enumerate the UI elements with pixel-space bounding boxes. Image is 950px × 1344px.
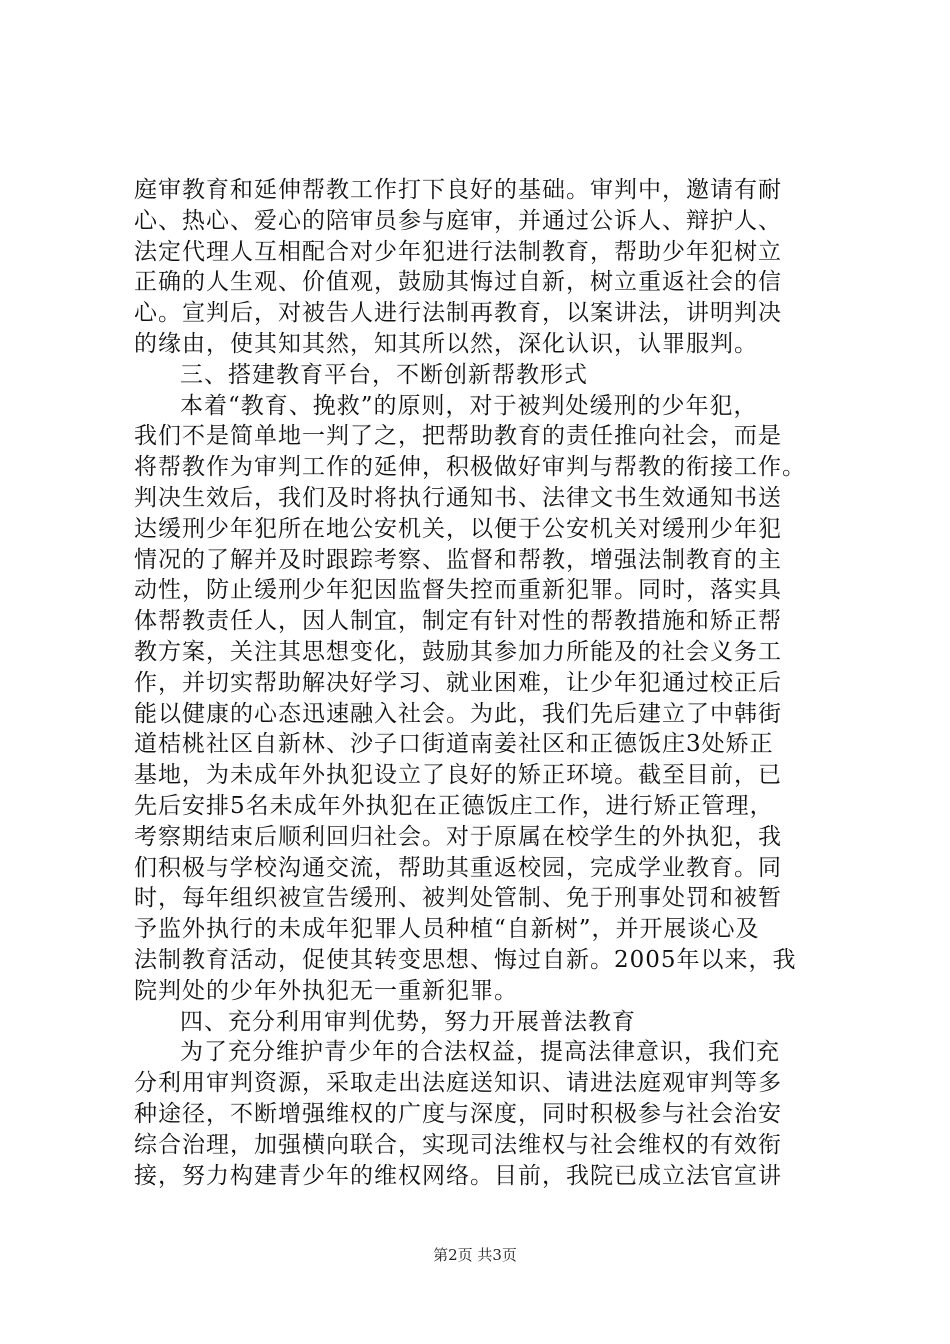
text-line: 考察期结束后顺利回归社会。对于原属在校学生的外执犯，我	[134, 823, 782, 850]
text-line: 庭审教育和延伸帮教工作打下良好的基础。审判中，邀请有耐	[134, 177, 782, 203]
text-line: 接，努力构建青少年的维权网络。目前，我院已成立法官宣讲	[134, 1162, 782, 1189]
body-text	[134, 175, 834, 1191]
text-line: 时，每年组织被宣告缓刑、被判处管制、免于刑事处罚和被暂	[134, 885, 782, 912]
text-line: 本着“教育、挽救”的原则，对于被判处缓刑的少年犯，	[180, 392, 758, 419]
text-line: 能以健康的心态迅速融入社会。为此，我们先后建立了中韩街	[134, 700, 782, 727]
text-line: 种途径，不断增强维权的广度与深度，同时积极参与社会治安	[134, 1100, 782, 1127]
text-line: 先后安排5名未成年外执犯在正德饭庄工作，进行矫正管理，	[134, 792, 774, 819]
text-line: 动性，防止缓刑少年犯因监督失控而重新犯罪。同时，落实具	[134, 577, 782, 604]
text-line: 院判处的少年外执犯无一重新犯罪。	[134, 977, 518, 1004]
text-line: 教方案，关注其思想变化，鼓励其参加力所能及的社会义务工	[134, 638, 782, 665]
text-line: 心。宣判后，对被告人进行法制再教育，以案讲法，讲明判决	[134, 300, 782, 327]
text-line: 正确的人生观、价值观，鼓励其悔过自新，树立重返社会的信	[134, 269, 782, 296]
text-line: 为了充分维护青少年的合法权益，提高法律意识，我们充	[180, 1039, 780, 1066]
text-line: 我们不是简单地一判了之，把帮助教育的责任推向社会，而是	[134, 423, 782, 450]
text-line: 予监外执行的未成年犯罪人员种植“自新树”，并开展谈心及	[134, 916, 760, 943]
text-line: 分利用审判资源，采取走出法庭送知识、请进法庭观审判等多	[134, 1070, 782, 1097]
text-line: 作，并切实帮助解决好学习、就业困难，让少年犯通过校正后	[134, 669, 782, 696]
text-line: 四、充分利用审判优势，努力开展普法教育	[180, 1008, 636, 1035]
text-line: 将帮教作为审判工作的延伸，积极做好审判与帮教的衔接工作。	[134, 454, 806, 481]
text-line: 法定代理人互相配合对少年犯进行法制教育，帮助少年犯树立	[134, 238, 782, 265]
text-line: 体帮教责任人，因人制宜，制定有针对性的帮教措施和矫正帮	[134, 608, 782, 635]
text-line: 三、搭建教育平台，不断创新帮教形式	[180, 361, 588, 388]
text-line: 情况的了解并及时跟踪考察、监督和帮教，增强法制教育的主	[134, 546, 782, 573]
page-footer: 第2页 共3页	[433, 1246, 517, 1264]
text-line: 基地，为未成年外执犯设立了良好的矫正环境。截至目前，已	[134, 762, 782, 789]
text-line: 道桔桃社区自新林、沙子口街道南姜社区和正德饭庄3处矫正	[134, 731, 774, 758]
text-line: 达缓刑少年犯所在地公安机关，以便于公安机关对缓刑少年犯	[134, 515, 782, 542]
text-line: 的缘由，使其知其然，知其所以然，深化认识，认罪服判。	[134, 330, 758, 357]
text-line: 法制教育活动，促使其转变思想、悔过自新。2005年以来，我	[134, 946, 797, 973]
text-line: 判决生效后，我们及时将执行通知书、法律文书生效通知书送	[134, 484, 782, 511]
text-line: 们积极与学校沟通交流，帮助其重返校园，完成学业教育。同	[134, 854, 782, 881]
text-line: 综合治理，加强横向联合，实现司法维权与社会维权的有效衔	[134, 1131, 782, 1158]
text-line: 心、热心、爱心的陪审员参与庭审，并通过公诉人、辩护人、	[134, 207, 782, 234]
